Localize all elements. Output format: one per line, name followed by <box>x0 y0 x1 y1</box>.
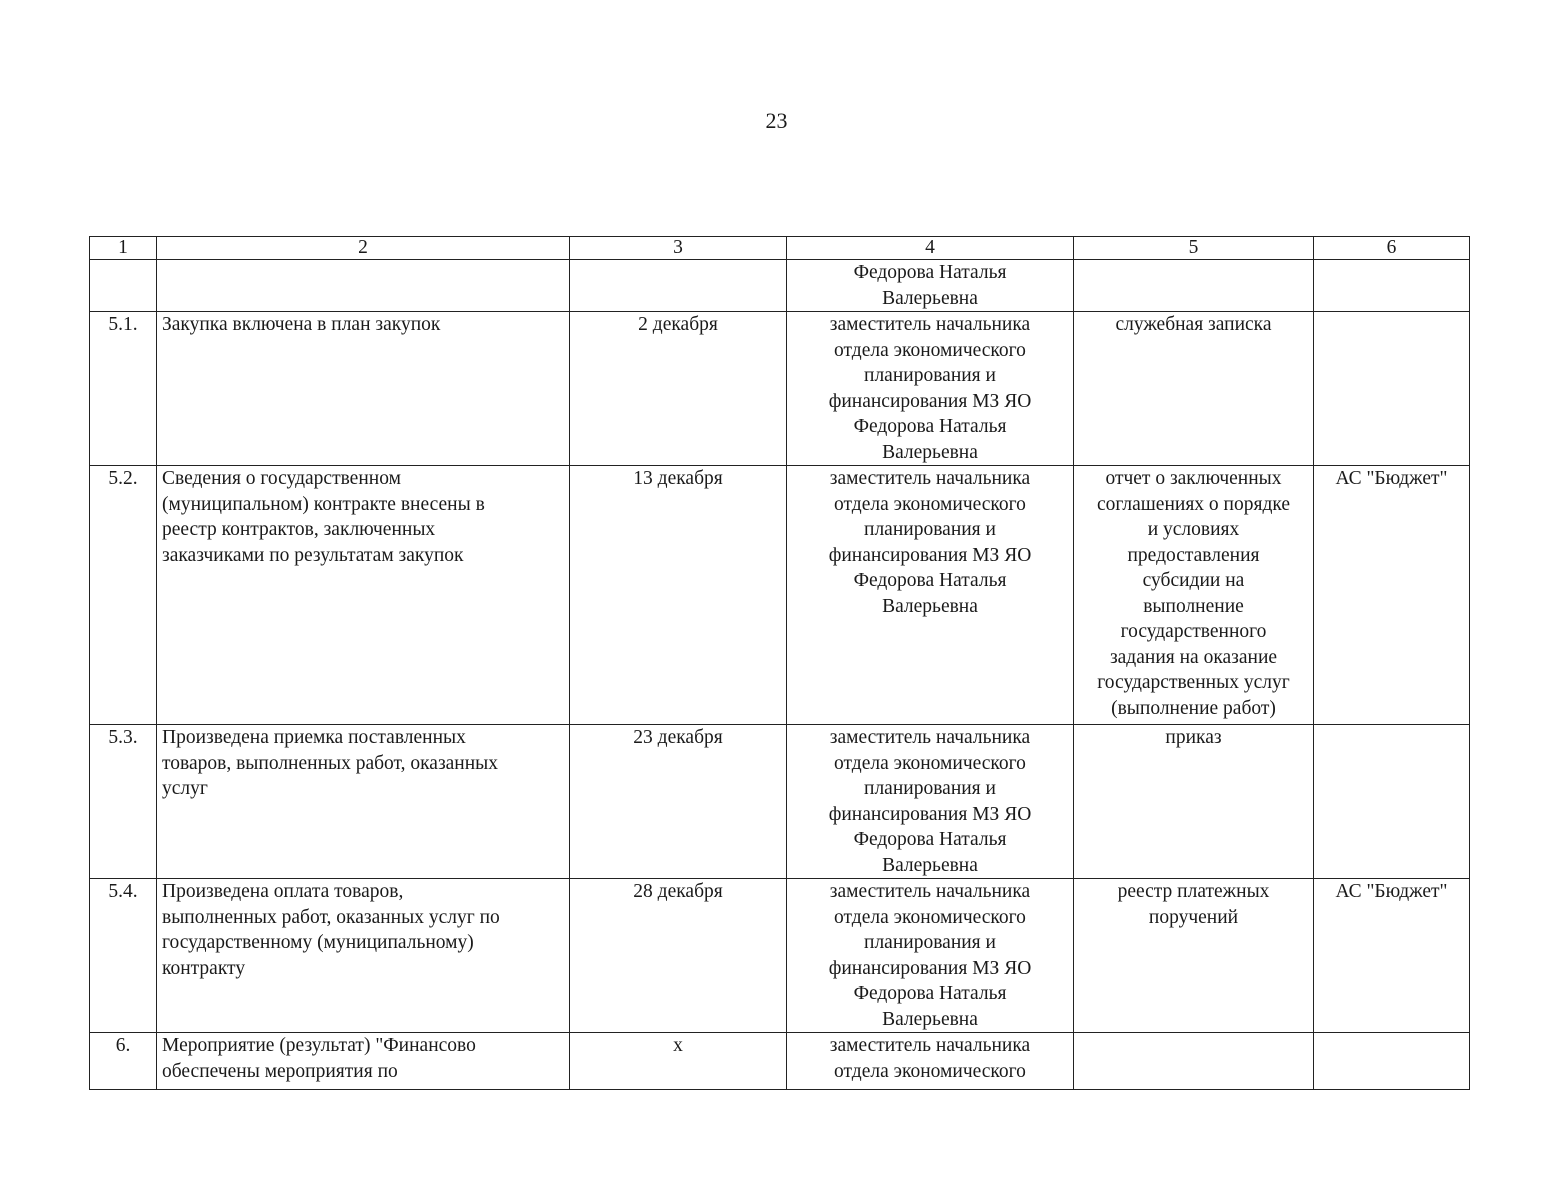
cell-line: (выполнение работ) <box>1111 697 1276 719</box>
column-number: 1 <box>90 237 157 260</box>
cell-line: обеспечены мероприятия по <box>162 1060 398 1082</box>
column-number: 5 <box>1074 237 1314 260</box>
info-system-cell <box>1314 725 1470 879</box>
cell-text: 13 декабря <box>633 468 723 489</box>
cell-line: субсидии на <box>1142 570 1245 591</box>
cell-line: задания на оказание <box>1109 646 1278 668</box>
cell-text: 5.2. <box>108 468 138 489</box>
cell-text: 5.1. <box>108 314 138 335</box>
cell-line: отдела экономического <box>834 906 1026 928</box>
cell-line: отдела экономического <box>834 493 1026 515</box>
cell-line: заместитель начальника <box>829 881 1031 902</box>
cell-line: заказчиками по результатам закупок <box>162 544 464 566</box>
info-system-cell <box>1314 1033 1470 1090</box>
cell-line: финансирования МЗ ЯО <box>828 390 1032 412</box>
column-number: 6 <box>1314 237 1470 260</box>
plan-table <box>89 236 1470 1090</box>
cell-line: государственного <box>1120 621 1267 642</box>
cell-line: заместитель начальника <box>829 727 1031 748</box>
document-cell <box>1074 260 1314 312</box>
info-system-cell <box>1314 879 1470 1033</box>
cell-line: приказ <box>1165 727 1222 748</box>
deadline-cell <box>570 466 787 725</box>
column-number: 3 <box>570 237 787 260</box>
cell-line: Сведения о государственном <box>162 468 401 489</box>
cell-line: Федорова Наталья <box>853 983 1007 1004</box>
cell-line: заместитель начальника <box>829 1035 1031 1056</box>
cell-line: финансирования МЗ ЯО <box>828 544 1032 566</box>
responsible-cell <box>787 1033 1074 1090</box>
cell-line: товаров, выполненных работ, оказанных <box>162 752 499 774</box>
document-cell <box>1074 1033 1314 1090</box>
cell-line: служебная записка <box>1115 314 1272 335</box>
cell-line: Валерьевна <box>882 441 978 463</box>
document-cell <box>1074 466 1314 725</box>
cell-line: Закупка включена в план закупок <box>162 314 441 335</box>
cell-line: финансирования МЗ ЯО <box>828 803 1032 825</box>
cell-line: финансирования МЗ ЯО <box>828 957 1032 979</box>
cell-line: Валерьевна <box>882 1008 978 1030</box>
cell-line: планирования и <box>864 932 996 953</box>
table-row <box>90 879 1470 1033</box>
row-number-cell <box>90 260 157 312</box>
cell-line: заместитель начальника <box>829 468 1031 489</box>
cell-line: контракту <box>162 957 246 979</box>
cell-line: государственных услуг <box>1097 672 1290 693</box>
deadline-cell <box>570 260 787 312</box>
plan-table-body <box>90 237 1470 1090</box>
row-number-cell <box>90 725 157 879</box>
cell-line: планирования и <box>864 778 996 799</box>
cell-line: отдела экономического <box>834 339 1026 361</box>
responsible-cell <box>787 466 1074 725</box>
cell-text: 5.4. <box>108 881 138 902</box>
responsible-cell <box>787 312 1074 466</box>
cell-line: Мероприятие (результат) "Финансово <box>162 1035 476 1056</box>
deadline-cell <box>570 879 787 1033</box>
cell-line: Валерьевна <box>882 595 978 617</box>
cell-line: выполненных работ, оказанных услуг по <box>162 906 500 928</box>
event-cell <box>157 312 570 466</box>
cell-line: отдела экономического <box>834 1060 1026 1082</box>
cell-text: 6. <box>115 1035 131 1056</box>
cell-line: Федорова Наталья <box>853 570 1007 591</box>
column-number-row <box>90 237 1470 260</box>
responsible-cell <box>787 879 1074 1033</box>
cell-text: 23 декабря <box>633 727 723 748</box>
cell-line: Произведена приемка поставленных <box>162 727 466 748</box>
cell-line: (муниципальном) контракте внесены в <box>162 493 485 515</box>
cell-line: реестр контрактов, заключенных <box>162 519 436 540</box>
cell-line: отчет о заключенных <box>1105 468 1282 489</box>
cell-line: планирования и <box>864 519 996 540</box>
document-cell <box>1074 725 1314 879</box>
event-cell <box>157 725 570 879</box>
deadline-cell <box>570 1033 787 1090</box>
event-cell <box>157 466 570 725</box>
deadline-cell <box>570 725 787 879</box>
event-cell <box>157 1033 570 1090</box>
row-number-cell <box>90 879 157 1033</box>
cell-line: планирования и <box>864 365 996 386</box>
table-row <box>90 725 1470 879</box>
row-number-cell <box>90 466 157 725</box>
cell-text: 5.3. <box>108 727 138 748</box>
info-system-cell <box>1314 312 1470 466</box>
cell-text: 28 декабря <box>633 881 723 902</box>
row-number-cell <box>90 1033 157 1090</box>
cell-text: АС "Бюджет" <box>1335 881 1448 902</box>
responsible-cell <box>787 725 1074 879</box>
cell-line: предоставления <box>1127 544 1260 566</box>
cell-line: реестр платежных <box>1117 881 1270 902</box>
cell-text: 2 декабря <box>638 314 718 335</box>
document-cell <box>1074 312 1314 466</box>
cell-line: Валерьевна <box>882 287 978 309</box>
cell-line: Федорова Наталья <box>853 416 1007 437</box>
document-cell <box>1074 879 1314 1033</box>
info-system-cell <box>1314 260 1470 312</box>
cell-line: государственному (муниципальному) <box>162 932 474 953</box>
responsible-cell <box>787 260 1074 312</box>
cell-line: заместитель начальника <box>829 314 1031 335</box>
cell-line: Федорова Наталья <box>853 262 1007 283</box>
cell-line: соглашениях о порядке <box>1096 493 1291 515</box>
cell-line: выполнение <box>1143 595 1244 617</box>
event-cell <box>157 260 570 312</box>
cell-text: x <box>673 1035 683 1056</box>
page-number: 23 <box>765 108 788 133</box>
column-number: 2 <box>157 237 570 260</box>
cell-text: АС "Бюджет" <box>1335 468 1448 489</box>
cell-line: поручений <box>1148 906 1239 928</box>
info-system-cell <box>1314 466 1470 725</box>
table-row <box>90 260 1470 312</box>
table-row <box>90 1033 1470 1090</box>
row-number-cell <box>90 312 157 466</box>
event-cell <box>157 879 570 1033</box>
cell-line: и условиях <box>1147 519 1240 540</box>
table-row <box>90 312 1470 466</box>
cell-line: Валерьевна <box>882 854 978 876</box>
table-row <box>90 466 1470 725</box>
deadline-cell <box>570 312 787 466</box>
column-number: 4 <box>787 237 1074 260</box>
cell-line: Федорова Наталья <box>853 829 1007 850</box>
cell-line: услуг <box>162 778 208 799</box>
cell-line: отдела экономического <box>834 752 1026 774</box>
cell-line: Произведена оплата товаров, <box>162 881 404 902</box>
